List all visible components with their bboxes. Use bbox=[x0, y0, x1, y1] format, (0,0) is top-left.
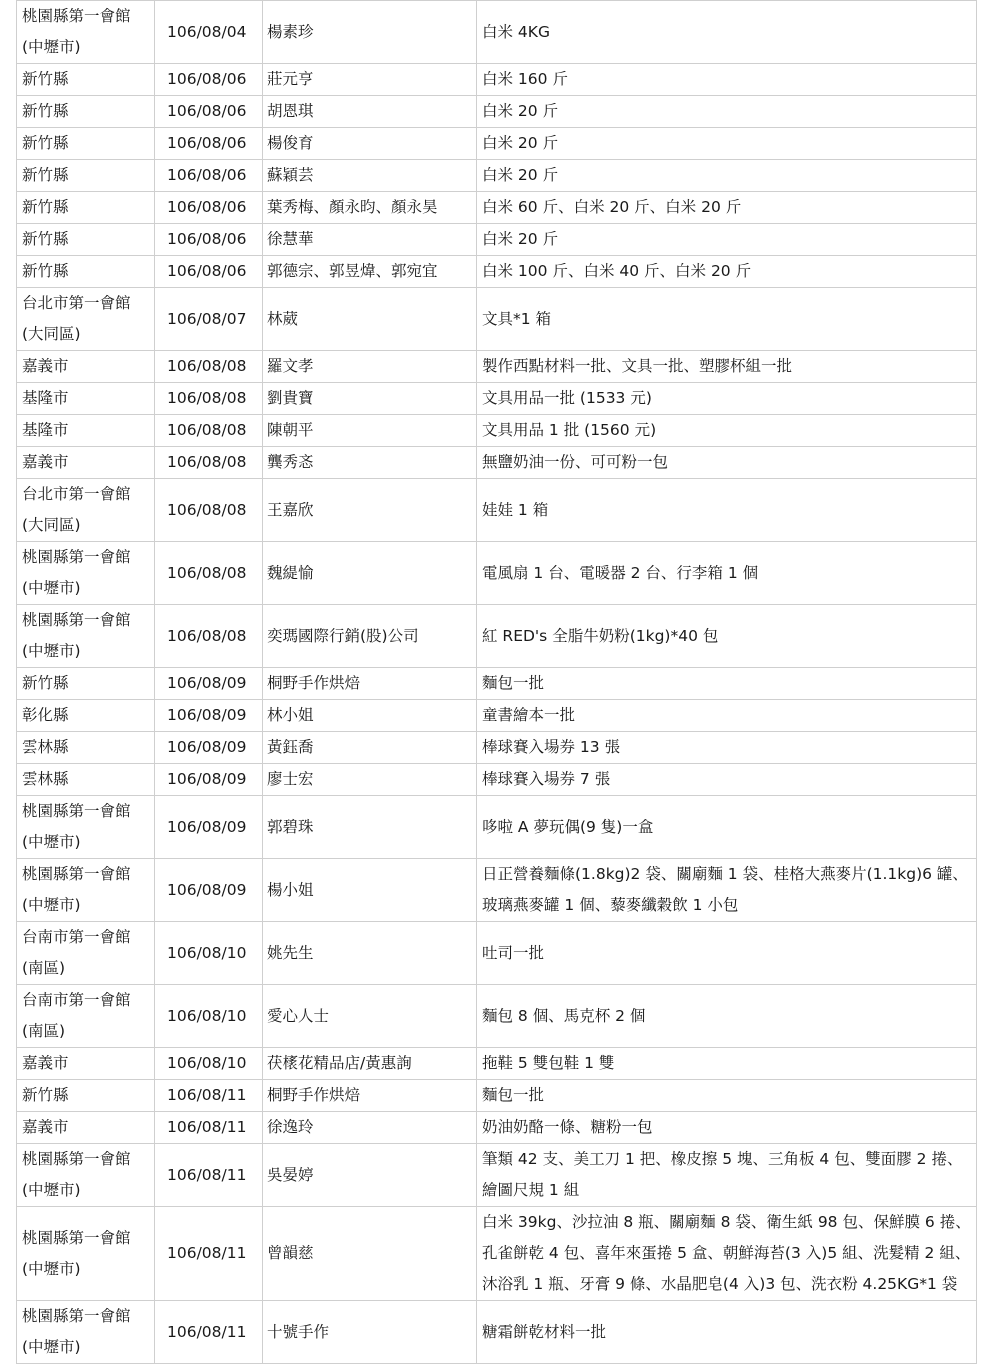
table-row bbox=[17, 859, 977, 922]
unit-cell: 台南市第一會館(南區) bbox=[17, 985, 155, 1048]
items-cell: 白米 39kg、沙拉油 8 瓶、關廟麵 8 袋、衛生紙 98 包、保鮮膜 6 捲、孔雀餅乾 4 包、喜年來蛋捲 5 盒、朝鮮海苔(3 入)5 組、洗髮精 2 組、沐浴乳 1 瓶、牙膏 9 條、水晶肥皂(4 入)3 包、洗衣粉 4.25KG*1 袋 bbox=[477, 1207, 977, 1301]
donor-cell: 楊素珍 bbox=[263, 1, 477, 64]
items-cell: 哆啦 A 夢玩偶(9 隻)一盒 bbox=[477, 796, 977, 859]
donor-cell: 蘇穎芸 bbox=[263, 160, 477, 192]
date-cell: 106/08/11 bbox=[155, 1080, 263, 1112]
date-cell: 106/08/07 bbox=[155, 288, 263, 351]
donor-cell: 愛心人士 bbox=[263, 985, 477, 1048]
date-cell: 106/08/09 bbox=[155, 668, 263, 700]
date-cell: 106/08/08 bbox=[155, 351, 263, 383]
unit-cell: 嘉義市 bbox=[17, 351, 155, 383]
table-row bbox=[17, 1112, 977, 1144]
items-cell: 糖霜餅乾材料一批 bbox=[477, 1301, 977, 1364]
table-row bbox=[17, 192, 977, 224]
table-row bbox=[17, 64, 977, 96]
unit-cell: 桃園縣第一會館(中壢市) bbox=[17, 542, 155, 605]
items-cell: 白米 4KG bbox=[477, 1, 977, 64]
date-cell: 106/08/06 bbox=[155, 64, 263, 96]
unit-cell: 雲林縣 bbox=[17, 732, 155, 764]
unit-cell: 台北市第一會館(大同區) bbox=[17, 288, 155, 351]
donor-cell: 徐逸玲 bbox=[263, 1112, 477, 1144]
table-row bbox=[17, 479, 977, 542]
table-row bbox=[17, 1207, 977, 1301]
unit-cell: 新竹縣 bbox=[17, 96, 155, 128]
unit-cell: 新竹縣 bbox=[17, 1080, 155, 1112]
date-cell: 106/08/06 bbox=[155, 192, 263, 224]
items-cell: 吐司一批 bbox=[477, 922, 977, 985]
unit-cell: 嘉義市 bbox=[17, 1112, 155, 1144]
donor-cell: 楊俊育 bbox=[263, 128, 477, 160]
donor-cell: 劉貴寶 bbox=[263, 383, 477, 415]
unit-cell: 台北市第一會館(大同區) bbox=[17, 479, 155, 542]
donor-cell: 黃鈺喬 bbox=[263, 732, 477, 764]
date-cell: 106/08/06 bbox=[155, 96, 263, 128]
donor-cell: 魏緹愉 bbox=[263, 542, 477, 605]
table-row bbox=[17, 700, 977, 732]
table-row bbox=[17, 796, 977, 859]
donor-cell: 林葳 bbox=[263, 288, 477, 351]
items-cell: 奶油奶酪一條、糖粉一包 bbox=[477, 1112, 977, 1144]
date-cell: 106/08/06 bbox=[155, 256, 263, 288]
date-cell: 106/08/08 bbox=[155, 479, 263, 542]
unit-cell: 新竹縣 bbox=[17, 668, 155, 700]
date-cell: 106/08/06 bbox=[155, 224, 263, 256]
date-cell: 106/08/06 bbox=[155, 128, 263, 160]
table-row bbox=[17, 224, 977, 256]
items-cell: 文具用品 1 批 (1560 元) bbox=[477, 415, 977, 447]
items-cell: 筆類 42 支、美工刀 1 把、橡皮擦 5 塊、三角板 4 包、雙面膠 2 捲、繪圖尺規 1 組 bbox=[477, 1144, 977, 1207]
date-cell: 106/08/08 bbox=[155, 415, 263, 447]
unit-cell: 新竹縣 bbox=[17, 128, 155, 160]
items-cell: 文具用品一批 (1533 元) bbox=[477, 383, 977, 415]
donor-cell: 葉秀梅、顏永昀、顏永昊 bbox=[263, 192, 477, 224]
unit-cell: 桃園縣第一會館(中壢市) bbox=[17, 796, 155, 859]
donation-table-body bbox=[17, 1, 977, 1364]
donor-cell: 徐慧華 bbox=[263, 224, 477, 256]
date-cell: 106/08/11 bbox=[155, 1301, 263, 1364]
table-row bbox=[17, 922, 977, 985]
donor-cell: 吳晏婷 bbox=[263, 1144, 477, 1207]
items-cell: 日正營養麵條(1.8kg)2 袋、關廟麵 1 袋、桂格大燕麥片(1.1kg)6 罐、玻璃燕麥罐 1 個、藜麥纖穀飲 1 小包 bbox=[477, 859, 977, 922]
donor-cell: 曾韻慈 bbox=[263, 1207, 477, 1301]
date-cell: 106/08/09 bbox=[155, 764, 263, 796]
date-cell: 106/08/06 bbox=[155, 160, 263, 192]
donation-table bbox=[16, 0, 977, 1364]
items-cell: 製作西點材料一批、文具一批、塑膠杯組一批 bbox=[477, 351, 977, 383]
table-row bbox=[17, 1144, 977, 1207]
items-cell: 白米 100 斤、白米 40 斤、白米 20 斤 bbox=[477, 256, 977, 288]
donor-cell: 十號手作 bbox=[263, 1301, 477, 1364]
donor-cell: 廖士宏 bbox=[263, 764, 477, 796]
table-row bbox=[17, 605, 977, 668]
donor-cell: 羅文孝 bbox=[263, 351, 477, 383]
items-cell: 麵包一批 bbox=[477, 668, 977, 700]
items-cell: 文具*1 箱 bbox=[477, 288, 977, 351]
unit-cell: 嘉義市 bbox=[17, 447, 155, 479]
items-cell: 白米 20 斤 bbox=[477, 160, 977, 192]
unit-cell: 新竹縣 bbox=[17, 64, 155, 96]
unit-cell: 台南市第一會館(南區) bbox=[17, 922, 155, 985]
date-cell: 106/08/04 bbox=[155, 1, 263, 64]
donor-cell: 陳朝平 bbox=[263, 415, 477, 447]
date-cell: 106/08/09 bbox=[155, 859, 263, 922]
unit-cell: 雲林縣 bbox=[17, 764, 155, 796]
table-row bbox=[17, 542, 977, 605]
items-cell: 紅 RED's 全脂牛奶粉(1kg)*40 包 bbox=[477, 605, 977, 668]
donor-cell: 楊小姐 bbox=[263, 859, 477, 922]
unit-cell: 桃園縣第一會館(中壢市) bbox=[17, 859, 155, 922]
unit-cell: 嘉義市 bbox=[17, 1048, 155, 1080]
table-row bbox=[17, 447, 977, 479]
unit-cell: 桃園縣第一會館(中壢市) bbox=[17, 1, 155, 64]
items-cell: 電風扇 1 台、電暖器 2 台、行李箱 1 個 bbox=[477, 542, 977, 605]
date-cell: 106/08/09 bbox=[155, 796, 263, 859]
donor-cell: 王嘉欣 bbox=[263, 479, 477, 542]
date-cell: 106/08/11 bbox=[155, 1144, 263, 1207]
donor-cell: 桐野手作烘焙 bbox=[263, 1080, 477, 1112]
items-cell: 白米 160 斤 bbox=[477, 64, 977, 96]
table-row bbox=[17, 383, 977, 415]
unit-cell: 桃園縣第一會館(中壢市) bbox=[17, 1144, 155, 1207]
date-cell: 106/08/09 bbox=[155, 700, 263, 732]
donor-cell: 林小姐 bbox=[263, 700, 477, 732]
date-cell: 106/08/08 bbox=[155, 605, 263, 668]
table-row bbox=[17, 160, 977, 192]
items-cell: 麵包 8 個、馬克杯 2 個 bbox=[477, 985, 977, 1048]
unit-cell: 彰化縣 bbox=[17, 700, 155, 732]
table-row bbox=[17, 256, 977, 288]
date-cell: 106/08/09 bbox=[155, 732, 263, 764]
table-row bbox=[17, 128, 977, 160]
items-cell: 棒球賽入場券 7 張 bbox=[477, 764, 977, 796]
items-cell: 棒球賽入場券 13 張 bbox=[477, 732, 977, 764]
table-row bbox=[17, 1301, 977, 1364]
date-cell: 106/08/08 bbox=[155, 383, 263, 415]
unit-cell: 桃園縣第一會館(中壢市) bbox=[17, 1207, 155, 1301]
items-cell: 麵包一批 bbox=[477, 1080, 977, 1112]
unit-cell: 新竹縣 bbox=[17, 256, 155, 288]
items-cell: 白米 20 斤 bbox=[477, 128, 977, 160]
table-row bbox=[17, 764, 977, 796]
donor-cell: 茯橠花精品店/黃惠詢 bbox=[263, 1048, 477, 1080]
donor-cell: 郭德宗、郭昱煒、郭宛宜 bbox=[263, 256, 477, 288]
unit-cell: 新竹縣 bbox=[17, 192, 155, 224]
donor-cell: 胡恩琪 bbox=[263, 96, 477, 128]
date-cell: 106/08/08 bbox=[155, 447, 263, 479]
table-row bbox=[17, 732, 977, 764]
table-row bbox=[17, 1, 977, 64]
items-cell: 娃娃 1 箱 bbox=[477, 479, 977, 542]
donor-cell: 莊元亨 bbox=[263, 64, 477, 96]
date-cell: 106/08/10 bbox=[155, 922, 263, 985]
table-row bbox=[17, 1080, 977, 1112]
donor-cell: 桐野手作烘焙 bbox=[263, 668, 477, 700]
date-cell: 106/08/11 bbox=[155, 1112, 263, 1144]
date-cell: 106/08/10 bbox=[155, 1048, 263, 1080]
table-row bbox=[17, 351, 977, 383]
unit-cell: 基隆市 bbox=[17, 383, 155, 415]
table-row bbox=[17, 985, 977, 1048]
date-cell: 106/08/10 bbox=[155, 985, 263, 1048]
table-row bbox=[17, 96, 977, 128]
table-row bbox=[17, 415, 977, 447]
table-row bbox=[17, 1048, 977, 1080]
items-cell: 白米 20 斤 bbox=[477, 96, 977, 128]
unit-cell: 新竹縣 bbox=[17, 160, 155, 192]
unit-cell: 桃園縣第一會館(中壢市) bbox=[17, 605, 155, 668]
donor-cell: 郭碧珠 bbox=[263, 796, 477, 859]
items-cell: 童書繪本一批 bbox=[477, 700, 977, 732]
date-cell: 106/08/11 bbox=[155, 1207, 263, 1301]
donor-cell: 姚先生 bbox=[263, 922, 477, 985]
unit-cell: 基隆市 bbox=[17, 415, 155, 447]
items-cell: 無鹽奶油一份、可可粉一包 bbox=[477, 447, 977, 479]
date-cell: 106/08/08 bbox=[155, 542, 263, 605]
donor-cell: 奕瑪國際行銷(股)公司 bbox=[263, 605, 477, 668]
table-row bbox=[17, 288, 977, 351]
unit-cell: 桃園縣第一會館(中壢市) bbox=[17, 1301, 155, 1364]
items-cell: 拖鞋 5 雙包鞋 1 雙 bbox=[477, 1048, 977, 1080]
donor-cell: 龔秀忞 bbox=[263, 447, 477, 479]
table-row bbox=[17, 668, 977, 700]
unit-cell: 新竹縣 bbox=[17, 224, 155, 256]
items-cell: 白米 20 斤 bbox=[477, 224, 977, 256]
items-cell: 白米 60 斤、白米 20 斤、白米 20 斤 bbox=[477, 192, 977, 224]
